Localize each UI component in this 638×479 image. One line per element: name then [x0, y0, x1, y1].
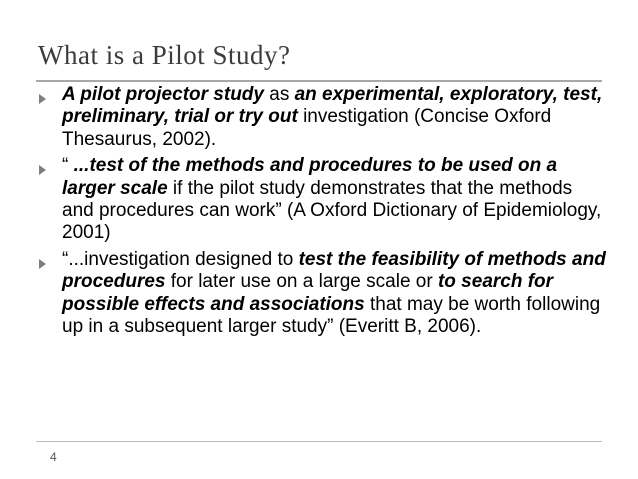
- emphasis-text: test the feasibility of methods and procedures: [62, 248, 606, 293]
- page-number: 4: [50, 450, 57, 464]
- triangle-bullet-icon: [39, 94, 46, 104]
- plain-text: investigation (Concise Oxford Thesaurus, 2002).: [62, 106, 552, 150]
- bullet-text: [62, 84, 608, 151]
- footer-divider: [36, 441, 602, 442]
- plain-text: if the pilot study demonstrates that the methods and procedures can work” (A Oxford Dictionary of Epidemiology, 2001): [62, 177, 602, 244]
- plain-text: “...investigation designed to: [62, 248, 299, 270]
- bullet-text: [62, 249, 608, 339]
- plain-text: that may be worth following up in a subsequent larger study” (Everitt B, 2006).: [62, 293, 601, 338]
- bullet-item: [36, 84, 608, 151]
- emphasis-text: A pilot projector study: [62, 84, 264, 105]
- plain-text: for later use on a large scale or: [165, 271, 438, 293]
- bullet-list: [36, 84, 608, 342]
- bullet-item: [36, 249, 608, 339]
- triangle-bullet-icon: [39, 259, 46, 269]
- emphasis-text: an experimental, exploratory, test, preliminary, trial or try out: [62, 84, 603, 128]
- plain-text: as: [263, 84, 295, 105]
- slide-title: What is a Pilot Study?: [38, 40, 291, 70]
- plain-text: “: [62, 155, 74, 177]
- title-divider: [36, 80, 602, 82]
- bullet-text: [62, 155, 608, 245]
- triangle-bullet-icon: [39, 165, 46, 175]
- emphasis-text: ...test of the methods and procedures to be used on a larger scale: [62, 155, 558, 199]
- emphasis-text: to search for possible effects and associations: [62, 271, 554, 315]
- bullet-item: [36, 155, 608, 245]
